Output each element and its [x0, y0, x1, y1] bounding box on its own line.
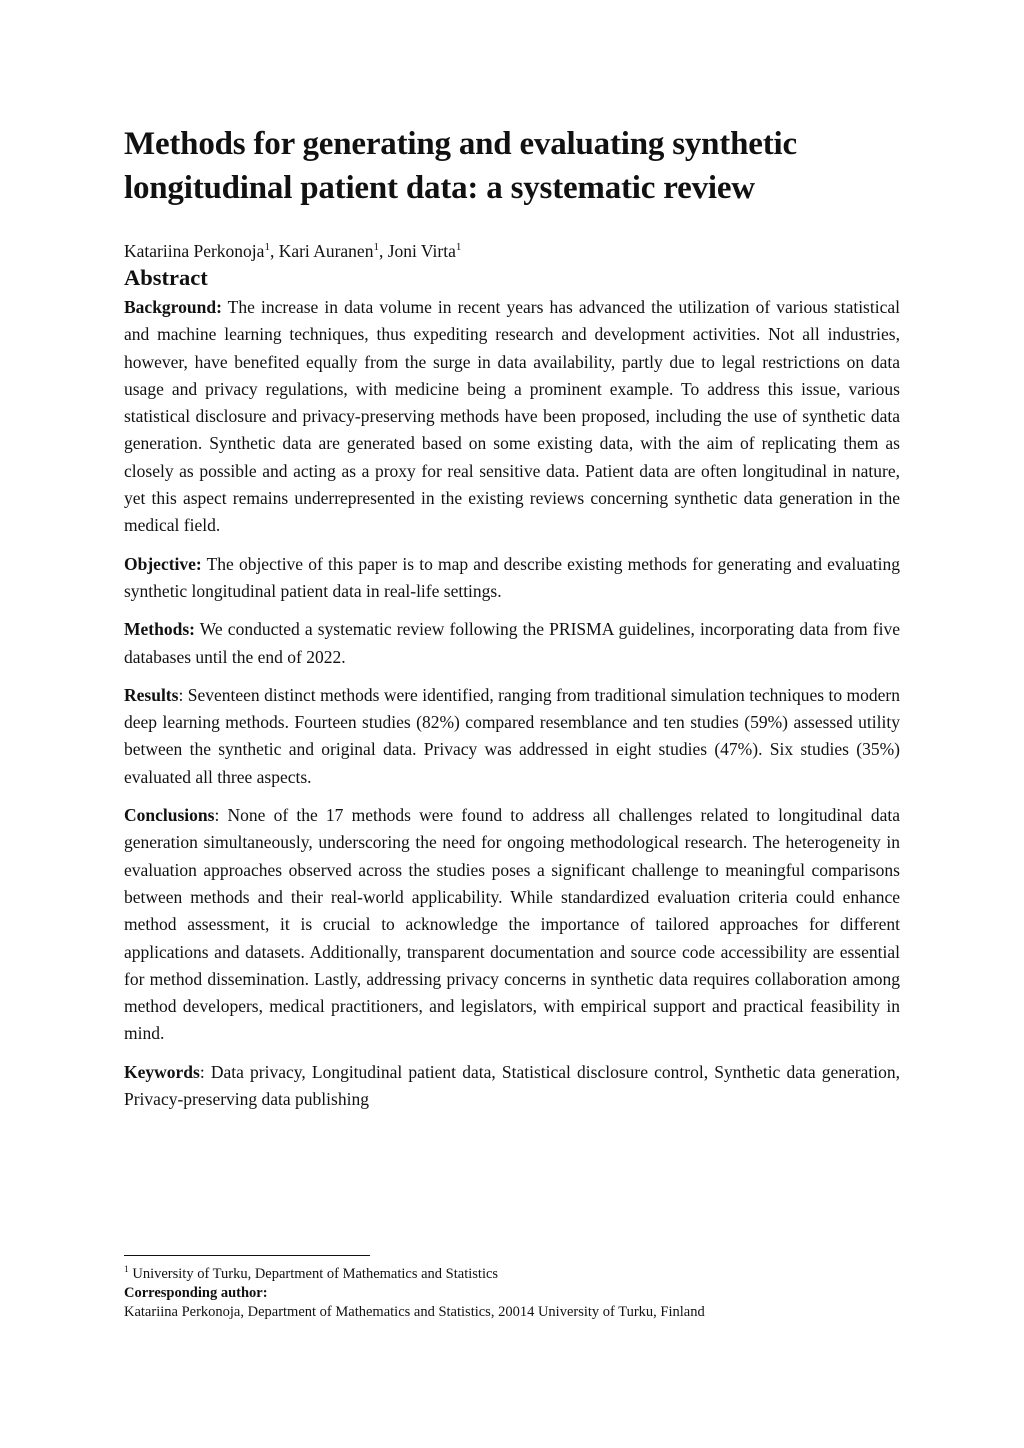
affiliation-mark: 1	[264, 241, 270, 254]
affiliation-text: University of Turku, Department of Mathematics and Statistics	[128, 1266, 499, 1282]
section-text: The objective of this paper is to map and describe existing methods for generating and evaluating synthetic longitudinal patient data in real-life settings.	[124, 553, 900, 601]
methods-paragraph	[124, 616, 900, 671]
author-separator: ,	[269, 241, 279, 261]
affiliation-mark: 1	[455, 241, 462, 254]
abstract-heading: Abstract	[124, 265, 208, 290]
section-label: Keywords	[124, 1061, 200, 1082]
footnotes	[124, 1265, 900, 1322]
section-text: : None of the 17 methods were found to address all challenges related to longitudinal data generation simultaneously, underscoring the need for ongoing methodological research. The heterogeneity in evaluation approaches observed across the studies poses a significant challenge to meaningful comparisons between methods and their real-world applicability. While standardized evaluation criteria could enhance method assessment, it is crucial to acknowledge the importance of tailored approaches for different applications and datasets. Additionally, transparent documentation and source code accessibility are essential for method dissemination. Lastly, addressing privacy concerns in synthetic data requires collaboration among method developers, medical practitioners, and legislators, with empirical support and practical feasibility in mind.	[124, 805, 900, 1044]
affiliation-footnote	[124, 1265, 900, 1284]
corresponding-label	[124, 1284, 900, 1303]
author-list	[124, 240, 900, 262]
section-label: Methods:	[124, 619, 195, 640]
author-separator: ,	[378, 241, 388, 261]
corresponding-text: Katariina Perkonoja, Department of Mathematics and Statistics, 20014 University of Turku, Finland	[124, 1304, 705, 1320]
author-name: Kari Auranen	[278, 241, 374, 261]
background-paragraph	[124, 294, 900, 540]
section-text: : Data privacy, Longitudinal patient data, Statistical disclosure control, Synthetic data generation, Privacy-preserving data publishing	[124, 1061, 900, 1110]
footnote-divider	[124, 1255, 370, 1256]
results-paragraph	[124, 682, 900, 791]
section-text: The increase in data volume in recent years has advanced the utilization of various statistical and machine learning techniques, thus expediting research and development activities. Not all industries, however, have benefited equally from the surge in data availability, partly due to legal restrictions on data usage and privacy regulations, with medicine being a prominent example. To address this issue, various statistical disclosure and privacy-preserving methods have been proposed, including the use of synthetic data generation. Synthetic data are generated based on some existing data, with the aim of replicating them as closely as possible and acting as a proxy for real sensitive data. Patient data are often longitudinal in nature, yet this aspect remains underrepresented in the existing reviews concerning synthetic data generation in the medical field.	[124, 297, 900, 536]
section-label: Conclusions	[124, 805, 215, 826]
paper-page	[124, 122, 900, 1113]
section-label: Background:	[124, 297, 222, 317]
conclusions-paragraph	[124, 802, 900, 1048]
affiliation-mark: 1	[124, 1265, 129, 1276]
section-label: Results	[124, 684, 179, 705]
section-label: Objective:	[124, 553, 202, 574]
section-text: : Seventeen distinct methods were identified, ranging from traditional simulation techniques to modern deep learning methods. Fourteen studies (82%) compared resemblance and ten studies (59%) assessed utility between the synthetic and original data. Privacy was addressed in eight studies (47%). Six studies (35%) evaluated all three aspects.	[124, 684, 900, 787]
section-text: We conducted a systematic review following the PRISMA guidelines, incorporating data from five databases until the end of 2022.	[124, 619, 900, 667]
objective-paragraph	[124, 551, 900, 606]
paper-title: Methods for generating and evaluating synthetic longitudinal patient data: a systematic review	[124, 126, 797, 206]
author-name: Katariina Perkonoja	[124, 241, 265, 261]
corresponding-label-text: Corresponding author:	[124, 1285, 268, 1301]
affiliation-mark: 1	[373, 241, 379, 254]
keywords-paragraph	[124, 1059, 900, 1114]
author-name: Joni Virta	[387, 241, 456, 261]
